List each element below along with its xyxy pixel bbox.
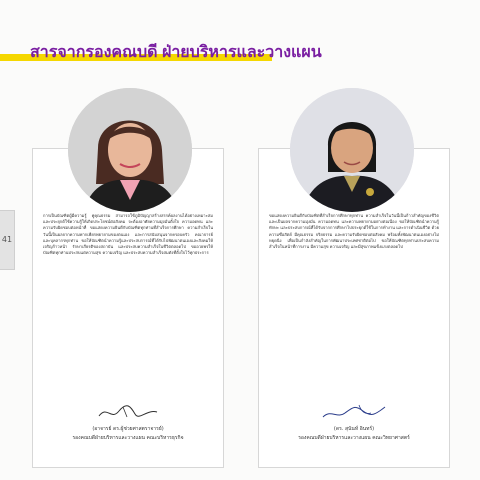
signature-right xyxy=(319,401,389,423)
message-body-left: การเป็นบัณฑิตผู้มีความรู้ คู่คุณธรรม สามารถใช้ภูมิปัญญาสร้างสรรค์ผลงานได้อย่างเหมาะสม และประยุกต์ใช้ความรู้ให้เกิดประโยชน์ต่อสังคม จะต้องอาศัยความมุ่งมั่นตั้งใจ ความอดทน และความรับผิดชอบต่อหน้าที่ ขอแสดงความยินดีกับบัณฑิตทุกท่านที่สำเร็จการศึกษา ความสำเร็จในวันนี้เป็นผลจากความพากเพียรพยายามของตนเอง และการสนับสนุนจากครอบครัว คณาจารย์ และบุคลากรทุกท่าน ขอให้บัณฑิตนำความรู้และประสบการณ์ที่ได้รับไปพัฒนาตนเองและสังคมให้เจริญก้าวหน้า รักษาเกียรติของสถาบัน และประสบความสำเร็จในชีวิตตลอดไป ขออวยพรให้บัณฑิตทุกท่านประสบแต่ความสุข ความเจริญ และประสบความสำเร็จสมดังที่ตั้งใจไว้ทุกประการ xyxy=(43,213,213,256)
signatory-name-right: (ดร. สุนันท์ อินทร์) xyxy=(333,426,375,432)
signature-left xyxy=(93,401,163,423)
message-body-right: ขอแสดงความยินดีกับบัณฑิตที่สำเร็จการศึกษาทุกท่าน ความสำเร็จในวันนี้เป็นก้าวสำคัญของชีวิต และเป็นผลจากความมุ่งมั่น ความอดทน และความพยายามอย่างต่อเนื่อง ขอให้บัณฑิตนำความรู้ ทักษะ และประสบการณ์ที่ได้รับจากการศึกษาไปประยุกต์ใช้ในการทำงาน และการดำเนินชีวิต ด้วยความซื่อสัตย์ มีคุณธรรม จริยธรรม และความรับผิดชอบต่อสังคม พร้อมทั้งพัฒนาตนเองอย่างไม่หยุดนิ่ง เพื่อเป็นกำลังสำคัญในการพัฒนาประเทศชาติต่อไป ขอให้บัณฑิตทุกท่านประสบความสำเร็จในหน้าที่การงาน มีความสุข ความเจริญ และมีสุขภาพแข็งแรงตลอดไป xyxy=(269,213,439,250)
title-bar xyxy=(0,36,480,66)
signatory-name-left: (อาจารย์ ดร.ผู้ช่วยศาสตราจารย์) xyxy=(92,426,164,432)
signatory-position-right: รองคณบดีฝ่ายบริหารและวางแผน คณะวิทยาศาสตร์ xyxy=(298,435,410,441)
portrait-photo-left xyxy=(68,88,192,212)
page-number-tab: 41 xyxy=(0,210,15,270)
page-title: สารจากรองคณบดี ฝ่ายบริหารและวางแผน xyxy=(30,44,322,61)
portrait-photo-right xyxy=(290,88,414,212)
signatory-position-left: รองคณบดีฝ่ายบริหารและวางแผน คณะบริหารธุรกิจ xyxy=(72,435,184,441)
